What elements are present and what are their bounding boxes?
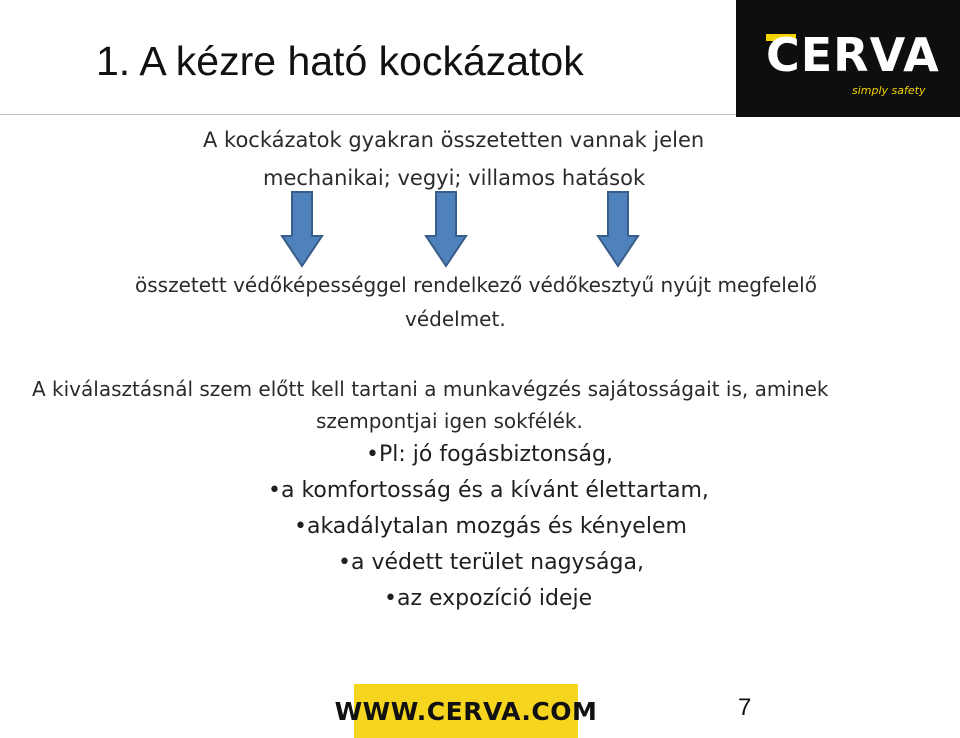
- result-line-1: összetett védőképességgel rendelkező védőkesztyű nyújt megfelelő: [135, 273, 817, 297]
- down-arrow-icon: [280, 190, 324, 268]
- website-banner[interactable]: WWW.CERVA.COM: [354, 684, 578, 738]
- down-arrow-icon: [596, 190, 640, 268]
- down-arrow-icon: [424, 190, 468, 268]
- intro-line-1: A kockázatok gyakran összetetten vannak jelen: [203, 128, 705, 152]
- title-divider: [0, 114, 736, 115]
- bullet-item: •a védett terület nagysága,: [338, 550, 644, 575]
- selection-line-2: szempontjai igen sokfélék.: [316, 409, 583, 433]
- bullet-item: •az expozíció ideje: [384, 586, 593, 611]
- intro-line-2: mechanikai; vegyi; villamos hatások: [263, 166, 646, 190]
- result-line-2: védelmet.: [405, 307, 506, 331]
- bullet-item: •a komfortosság és a kívánt élettartam,: [268, 478, 709, 503]
- logo-tagline: simply safety: [852, 84, 926, 97]
- page-number: 7: [738, 694, 752, 721]
- bullet-item: •akadálytalan mozgás és kényelem: [294, 514, 687, 539]
- slide-title: 1. A kézre ható kockázatok: [96, 38, 584, 84]
- logo-wordmark: CERVA: [766, 28, 940, 82]
- selection-line-1: A kiválasztásnál szem előtt kell tartani a munkavégzés sajátosságait is, aminek: [32, 377, 829, 401]
- cerva-logo: [736, 0, 960, 117]
- bullet-item: •Pl: jó fogásbiztonság,: [366, 442, 613, 467]
